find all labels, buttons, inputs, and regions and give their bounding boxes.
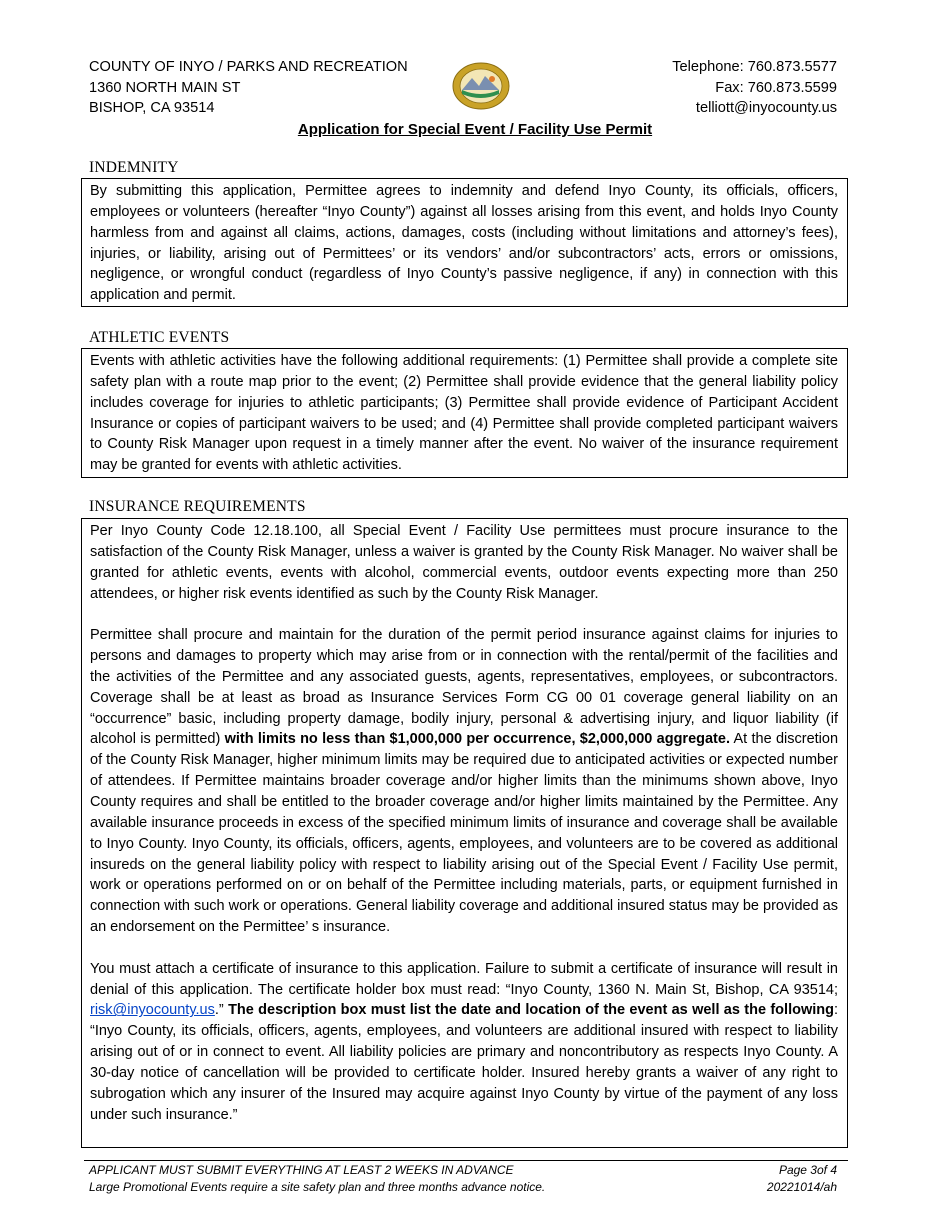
- org-name: COUNTY OF INYO / PARKS AND RECREATION: [89, 59, 408, 75]
- contact-email: telliott@inyocounty.us: [695, 100, 837, 117]
- org-city: BISHOP, CA 93514: [89, 100, 215, 117]
- risk-email-link[interactable]: risk@inyocounty.us: [90, 1002, 215, 1019]
- footer-promo-note: Large Promotional Events require a site safety plan and three months advance notice.: [89, 1179, 546, 1194]
- org-address: [89, 57, 408, 119]
- insurance-heading: INSURANCE REQUIREMENTS: [89, 498, 306, 515]
- insurance-para-2: Permittee shall procure and maintain for the duration of the permit period insurance against claims for injuries to persons and damages to property which may arise from or in connection with the rental/permit of the facilities and the activities of the Permittee and any associated guests, agents, representatives, employees, or subcontractors. Coverage shall be at least as broad as Insurance Services Form CG 00 01 coverage general liability on an “occurrence” basic, including property damage, bodily injury, personal & advertising injury, and liquor liability (if alcohol is permitted) with limits no less than $1,000,000 per occurrence, $2,000,000 aggregate. At the discretion of the County Risk Manager, higher minimum limits may be required due to anticipated activities or expected number of attendees. If Permittee maintains broader coverage and/or higher limits than the minimums shown above, Inyo County requires and shall be entitled to the broader coverage and/or higher limits maintained by the Permittee. Any available insurance proceeds in excess of the specified minimum limits of insurance and coverage shall be available to Inyo County. Inyo County, its officials, officers, agents, employees, and volunteers are to be covered as additional insureds on the general liability policy with respect to liability arising out of the Special Event / Facility Use permit, work or operations performed on or on behalf of the Permittee including materials, parts, or equipment furnished in connection with such work or operations. General liability coverage and additional insured status may be provided as an endorsement on the Permittee’ s insurance.: [90, 627, 839, 936]
- county-seal-icon: [452, 62, 510, 110]
- athletic-text: Events with athletic activities have the following additional requirements: (1) Permittee shall provide a complete site safety plan with a route map prior to the event; (2) Permittee shall provide evidence that the general liability policy includes coverage for injuries to athletic participants; (3) Permittee shall provide evidence of Participant Accident Insurance or copies of participant waivers to be used; and (4) Permittee shall provide completed participant waivers to County Risk Manager upon request in a timely manner after the event. No waiver of the insurance requirement may be granted for events with athletic activities.: [90, 353, 838, 474]
- fax-number: Fax: 760.873.5599: [715, 79, 837, 96]
- footer-page-info: [767, 1162, 837, 1195]
- description-box-requirement: The description box must list the date and location of the event as well as the following: [228, 1002, 834, 1019]
- org-street: 1360 NORTH MAIN ST: [89, 79, 241, 96]
- indemnity-box: [81, 178, 848, 307]
- athletic-heading: ATHLETIC EVENTS: [89, 329, 230, 346]
- contact-info: [672, 57, 837, 119]
- footer-divider: [84, 1160, 848, 1161]
- indemnity-heading: INDEMNITY: [89, 159, 179, 176]
- page-title: Application for Special Event / Facility Use Permit: [297, 121, 653, 138]
- insurance-para-1: Per Inyo County Code 12.18.100, all Special Event / Facility Use permittees must procure insurance to the satisfaction of the County Risk Manager, unless a waiver is granted by the County Risk Manager. No waiver shall be granted for athletic events, events with alcohol, commercial events, outdoor events expecting more than 250 attendees, or higher risk events identified as such by the County Risk Manager.: [90, 523, 838, 602]
- coverage-limits: with limits no less than $1,000,000 per occurrence, $2,000,000 aggregate.: [224, 731, 730, 748]
- document-code: 20221014/ah: [766, 1179, 837, 1194]
- athletic-box: [81, 348, 848, 478]
- footer-notes: [89, 1162, 545, 1195]
- phone-number: Telephone: 760.873.5577: [672, 59, 837, 75]
- insurance-para-3: You must attach a certificate of insurance to this application. Failure to submit a certificate of insurance will result in denial of this application. The certificate holder box must read: “Inyo County, 1360 N. Main St, Bishop, CA 93514; risk@inyocounty.us.” The description box must list the date and location of the event as well as the following: “Inyo County, its officials, officers, agents, employees, and volunteers are additional insured with respect to liability arising out of or in connect to event. All liability policies are primary and noncontributory as respects Inyo County. A 30-day notice of cancellation will be provided to certificate holder. Insured hereby grants a waiver of any right to subrogation which any insurer of the Insured may acquire against Inyo County by virtue of the payment of any loss under such insurance.”: [90, 960, 839, 1123]
- indemnity-text: By submitting this application, Permittee agrees to indemnity and defend Inyo County, its officials, officers, employees or volunteers (hereafter “Inyo County”) against all losses arising from this event, and holds Inyo County harmless from and against all claims, actions, damages, costs (including without limitations and attorney’s fees), injuries, or liability, arising out of Permittees’ or its vendors’ and/or subcontractors’ acts, errors or omissions, negligence, or wrongful conduct (regardless of Inyo County’s passive negligence, if any) in connection with this application and permit.: [90, 183, 838, 304]
- insurance-box: [81, 518, 848, 1148]
- footer-deadline-note: APPLICANT MUST SUBMIT EVERYTHING AT LEAST 2 WEEKS IN ADVANCE: [89, 1163, 514, 1177]
- page-number: Page 3of 4: [778, 1163, 837, 1177]
